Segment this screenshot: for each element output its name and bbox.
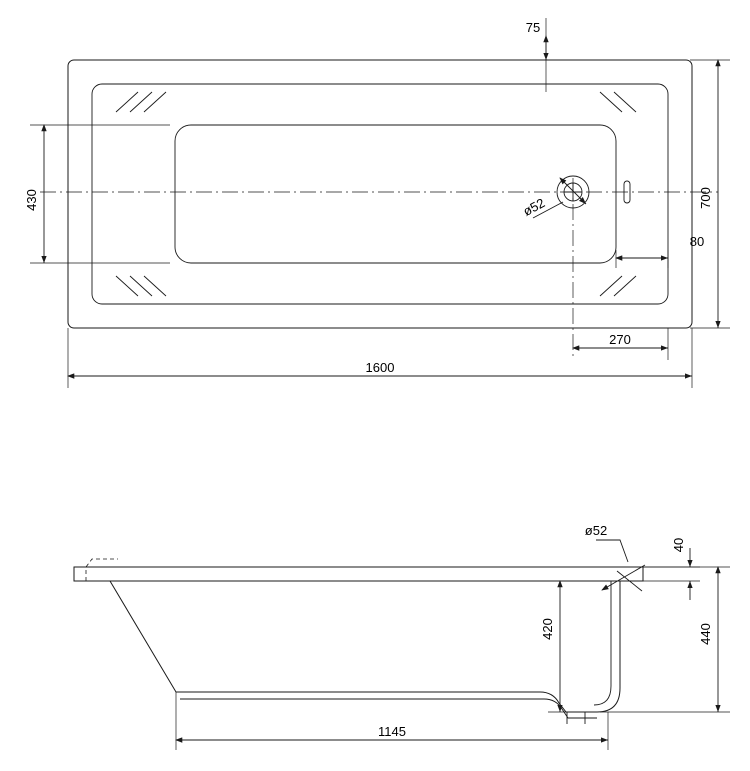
top-view-geometry bbox=[40, 60, 718, 358]
dim-label-270: 270 bbox=[609, 332, 631, 347]
dim-label-80: 80 bbox=[689, 234, 705, 249]
dim-label-1145: 1145 bbox=[378, 724, 406, 739]
dim-label-440: 440 bbox=[698, 623, 713, 645]
section-view-dimensions bbox=[176, 523, 730, 750]
dim-label-diameter-top: ø52 bbox=[520, 195, 548, 219]
dim-label-40: 40 bbox=[671, 537, 686, 553]
section-view-geometry bbox=[74, 540, 645, 724]
dim-label-430: 430 bbox=[24, 189, 39, 211]
dim-label-420: 420 bbox=[540, 618, 555, 640]
dim-label-1600: 1600 bbox=[365, 360, 395, 375]
dim-label-diameter-section: ø52 bbox=[584, 523, 608, 538]
dim-label-75: 75 bbox=[525, 20, 541, 35]
dim-label-700: 700 bbox=[698, 187, 713, 209]
top-view-dimensions bbox=[24, 18, 730, 388]
